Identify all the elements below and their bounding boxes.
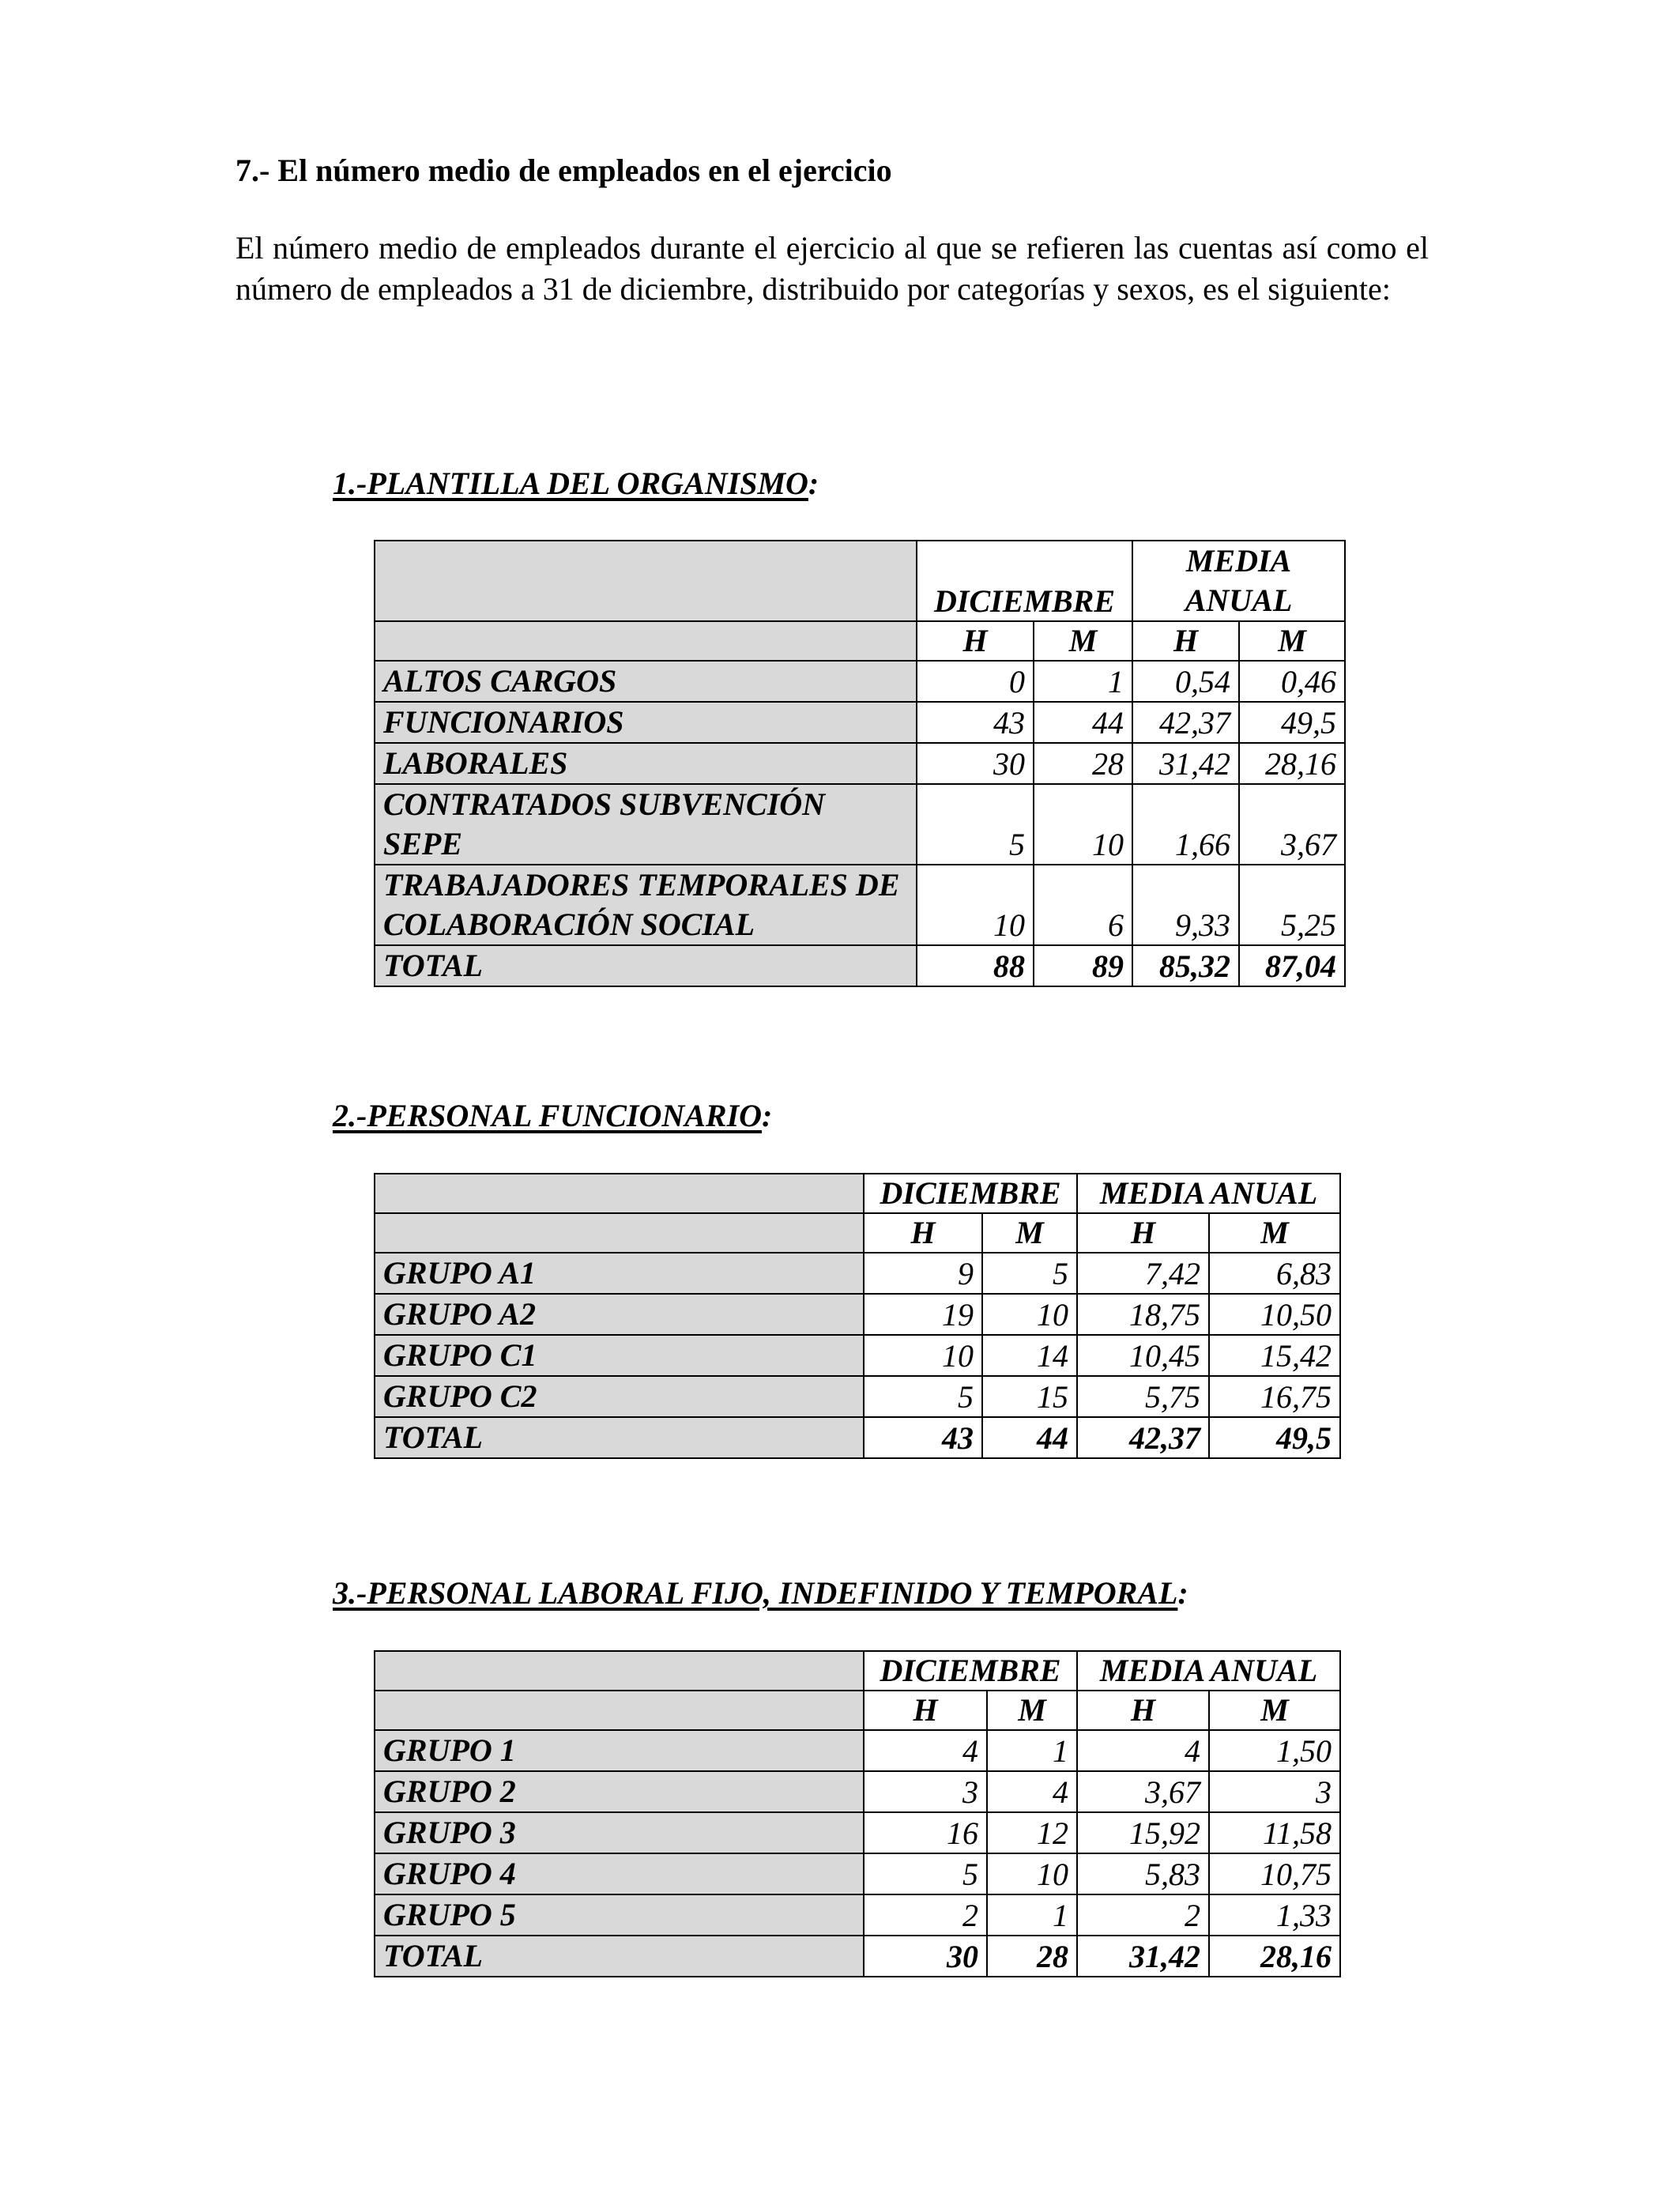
section1-title bbox=[333, 465, 819, 502]
table-row bbox=[375, 1812, 1340, 1853]
subheader-m: M bbox=[987, 1691, 1077, 1730]
table-row bbox=[375, 1771, 1340, 1812]
cell-value: 30 bbox=[917, 743, 1034, 784]
header-blank-cell bbox=[375, 1174, 864, 1213]
row-label: GRUPO A2 bbox=[375, 1294, 864, 1335]
subheader-h: H bbox=[1077, 1691, 1209, 1730]
cell-value: 5 bbox=[864, 1853, 987, 1894]
subheader-blank-cell bbox=[375, 621, 917, 661]
total-value: 49,5 bbox=[1209, 1417, 1340, 1458]
cell-value: 28,16 bbox=[1239, 743, 1345, 784]
section2-title bbox=[333, 1097, 772, 1134]
cell-value: 3 bbox=[864, 1771, 987, 1812]
cell-value: 1,33 bbox=[1209, 1894, 1340, 1936]
cell-value: 2 bbox=[864, 1894, 987, 1936]
total-row bbox=[375, 1936, 1340, 1977]
row-label: GRUPO 3 bbox=[375, 1812, 864, 1853]
total-label: TOTAL bbox=[375, 1417, 864, 1458]
header-blank-cell bbox=[375, 541, 917, 621]
total-value: 28 bbox=[987, 1936, 1077, 1977]
table-row bbox=[375, 702, 1345, 743]
cell-value: 10 bbox=[1034, 784, 1132, 865]
total-value: 30 bbox=[864, 1936, 987, 1977]
cell-value: 2 bbox=[1077, 1894, 1209, 1936]
subheader-h: H bbox=[864, 1691, 987, 1730]
table-row bbox=[375, 1294, 1340, 1335]
cell-value: 10 bbox=[987, 1853, 1077, 1894]
cell-value: 0,54 bbox=[1132, 661, 1239, 702]
table-row bbox=[375, 784, 1345, 865]
cell-value: 0 bbox=[917, 661, 1034, 702]
row-label: GRUPO A1 bbox=[375, 1253, 864, 1294]
header-blank-cell bbox=[375, 1651, 864, 1691]
section1-title-text: 1.-PLANTILLA DEL ORGANISMO bbox=[333, 466, 808, 501]
intro-paragraph: El número medio de empleados durante el ejercicio al que se refieren las cuentas así como el número de empleados a 31 de diciembre, distribuido por categorías y sexos, es el siguiente: bbox=[235, 230, 1429, 307]
cell-value: 10 bbox=[982, 1294, 1077, 1335]
cell-value: 10 bbox=[864, 1335, 982, 1376]
cell-value: 31,42 bbox=[1132, 743, 1239, 784]
total-label: TOTAL bbox=[375, 945, 917, 986]
header-diciembre: DICIEMBRE bbox=[864, 1651, 1077, 1691]
total-row bbox=[375, 945, 1345, 986]
cell-value: 15,92 bbox=[1077, 1812, 1209, 1853]
cell-value: 0,46 bbox=[1239, 661, 1345, 702]
total-value: 43 bbox=[864, 1417, 982, 1458]
row-label: ALTOS CARGOS bbox=[375, 661, 917, 702]
cell-value: 1,50 bbox=[1209, 1730, 1340, 1771]
cell-value: 12 bbox=[987, 1812, 1077, 1853]
subheader-m: M bbox=[1209, 1691, 1340, 1730]
table-row bbox=[375, 865, 1345, 945]
header-media-anual: MEDIA ANUAL bbox=[1077, 1651, 1340, 1691]
subheader-m: M bbox=[1209, 1213, 1340, 1253]
cell-value: 5,83 bbox=[1077, 1853, 1209, 1894]
cell-value: 19 bbox=[864, 1294, 982, 1335]
section2-title-colon: : bbox=[762, 1098, 773, 1133]
section1-title-colon: : bbox=[808, 466, 819, 501]
row-label: GRUPO 1 bbox=[375, 1730, 864, 1771]
table-plantilla bbox=[374, 540, 1346, 987]
section3-title-colon: : bbox=[1177, 1575, 1188, 1611]
subheader-h: H bbox=[1077, 1213, 1209, 1253]
subheader-m: M bbox=[982, 1213, 1077, 1253]
cell-value: 5 bbox=[982, 1253, 1077, 1294]
subheader-m: M bbox=[1034, 621, 1132, 661]
table-row bbox=[375, 743, 1345, 784]
table-row bbox=[375, 1894, 1340, 1936]
subheader-blank-cell bbox=[375, 1213, 864, 1253]
cell-value: 3 bbox=[1209, 1771, 1340, 1812]
row-label: FUNCIONARIOS bbox=[375, 702, 917, 743]
table-laboral bbox=[374, 1650, 1341, 1977]
table-row bbox=[375, 661, 1345, 702]
cell-value: 7,42 bbox=[1077, 1253, 1209, 1294]
table-row bbox=[375, 1335, 1340, 1376]
cell-value: 10 bbox=[917, 865, 1034, 945]
row-label: GRUPO 4 bbox=[375, 1853, 864, 1894]
cell-value: 15 bbox=[982, 1376, 1077, 1417]
subheader-h: H bbox=[917, 621, 1034, 661]
cell-value: 1,66 bbox=[1132, 784, 1239, 865]
total-value: 42,37 bbox=[1077, 1417, 1209, 1458]
subheader-h: H bbox=[864, 1213, 982, 1253]
cell-value: 5 bbox=[864, 1376, 982, 1417]
cell-value: 4 bbox=[987, 1771, 1077, 1812]
cell-value: 9 bbox=[864, 1253, 982, 1294]
cell-value: 9,33 bbox=[1132, 865, 1239, 945]
row-label: GRUPO 2 bbox=[375, 1771, 864, 1812]
total-value: 31,42 bbox=[1077, 1936, 1209, 1977]
cell-value: 11,58 bbox=[1209, 1812, 1340, 1853]
header-diciembre: DICIEMBRE bbox=[917, 541, 1132, 621]
row-label: TRABAJADORES TEMPORALES DE COLABORACIÓN SOCIAL bbox=[375, 865, 917, 945]
total-value: 44 bbox=[982, 1417, 1077, 1458]
row-label: CONTRATADOS SUBVENCIÓN SEPE bbox=[375, 784, 917, 865]
cell-value: 15,42 bbox=[1209, 1335, 1340, 1376]
total-value: 28,16 bbox=[1209, 1936, 1340, 1977]
subheader-m: M bbox=[1239, 621, 1345, 661]
row-label: GRUPO C2 bbox=[375, 1376, 864, 1417]
table-row bbox=[375, 1853, 1340, 1894]
header-diciembre: DICIEMBRE bbox=[864, 1174, 1077, 1213]
section3-title-text: 3.-PERSONAL LABORAL FIJO, INDEFINIDO Y TEMPORAL bbox=[333, 1575, 1178, 1611]
cell-value: 10,50 bbox=[1209, 1294, 1340, 1335]
table-row bbox=[375, 1376, 1340, 1417]
total-row bbox=[375, 1417, 1340, 1458]
cell-value: 28 bbox=[1034, 743, 1132, 784]
table-funcionario bbox=[374, 1173, 1341, 1459]
subheader-blank-cell bbox=[375, 1691, 864, 1730]
cell-value: 4 bbox=[864, 1730, 987, 1771]
cell-value: 5,75 bbox=[1077, 1376, 1209, 1417]
header-media-anual: MEDIA ANUAL bbox=[1077, 1174, 1340, 1213]
cell-value: 6,83 bbox=[1209, 1253, 1340, 1294]
cell-value: 14 bbox=[982, 1335, 1077, 1376]
cell-value: 16 bbox=[864, 1812, 987, 1853]
cell-value: 1 bbox=[987, 1730, 1077, 1771]
cell-value: 10,75 bbox=[1209, 1853, 1340, 1894]
row-label: GRUPO C1 bbox=[375, 1335, 864, 1376]
cell-value: 3,67 bbox=[1077, 1771, 1209, 1812]
section3-title bbox=[333, 1574, 1188, 1612]
total-value: 89 bbox=[1034, 945, 1132, 986]
row-label: LABORALES bbox=[375, 743, 917, 784]
total-value: 87,04 bbox=[1239, 945, 1345, 986]
section-heading: 7.- El número medio de empleados en el ejercicio bbox=[235, 153, 892, 188]
subheader-h: H bbox=[1132, 621, 1239, 661]
cell-value: 4 bbox=[1077, 1730, 1209, 1771]
cell-value: 16,75 bbox=[1209, 1376, 1340, 1417]
cell-value: 18,75 bbox=[1077, 1294, 1209, 1335]
cell-value: 49,5 bbox=[1239, 702, 1345, 743]
total-label: TOTAL bbox=[375, 1936, 864, 1977]
cell-value: 5 bbox=[917, 784, 1034, 865]
total-value: 88 bbox=[917, 945, 1034, 986]
row-label: GRUPO 5 bbox=[375, 1894, 864, 1936]
cell-value: 1 bbox=[987, 1894, 1077, 1936]
cell-value: 44 bbox=[1034, 702, 1132, 743]
table-row bbox=[375, 1253, 1340, 1294]
total-value: 85,32 bbox=[1132, 945, 1239, 986]
section2-title-text: 2.-PERSONAL FUNCIONARIO bbox=[333, 1098, 763, 1133]
cell-value: 5,25 bbox=[1239, 865, 1345, 945]
cell-value: 10,45 bbox=[1077, 1335, 1209, 1376]
cell-value: 43 bbox=[917, 702, 1034, 743]
cell-value: 1 bbox=[1034, 661, 1132, 702]
cell-value: 3,67 bbox=[1239, 784, 1345, 865]
cell-value: 42,37 bbox=[1132, 702, 1239, 743]
table-row bbox=[375, 1730, 1340, 1771]
cell-value: 6 bbox=[1034, 865, 1132, 945]
header-media-anual: MEDIA ANUAL bbox=[1132, 541, 1345, 621]
